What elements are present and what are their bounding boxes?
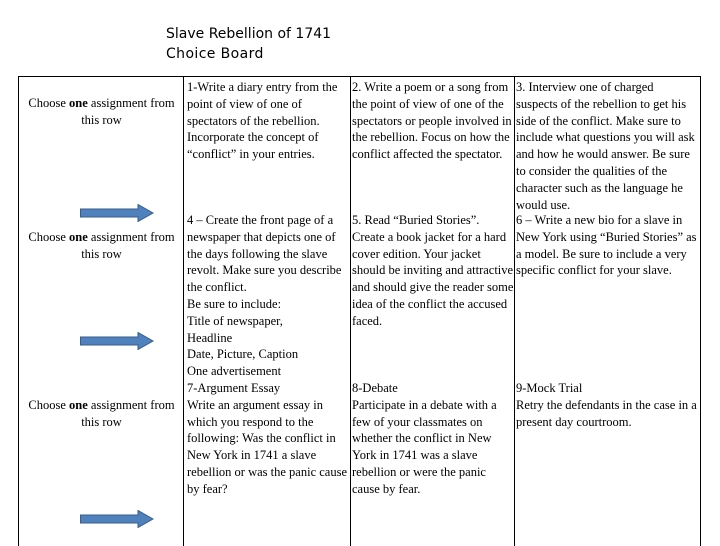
- choice-board: [18, 76, 701, 546]
- board-border-left: [18, 76, 19, 546]
- board-border-right: [700, 76, 701, 546]
- arrow-right-icon: [80, 510, 154, 528]
- arrow-right-icon: [80, 204, 154, 222]
- board-border-top: [18, 76, 701, 77]
- assignment-cell-9: 9-Mock Trial Retry the defendants in the case in a present day courtroom.: [516, 381, 697, 429]
- column-divider: [183, 76, 184, 546]
- assignment-cell-7: 7-Argument Essay Write an argument essay in which you respond to the following: Was the conflict in New York in 1741 a slave rebellion or was the panic cause by fear?: [187, 381, 348, 496]
- assignment-cell-8: 8-Debate Participate in a debate with a few of your classmates on whether the conflict in New York in 1741 was a slave rebellion or were the panic cause by fear.: [352, 381, 497, 496]
- row-label: Choose one assignment from this row: [28, 96, 175, 127]
- assignment-cell-6: 6 – Write a new bio for a slave in New York using “Buried Stories” as a model. Be sure to include a very specific conflict for your slave.: [516, 213, 697, 278]
- assignment-cell-1: 1-Write a diary entry from the point of view of one of spectators of the rebellion. Incorporate the concept of “conflict” in your entries.: [187, 80, 338, 162]
- page-subtitle: Choice Board: [166, 46, 264, 62]
- column-divider: [350, 76, 351, 546]
- title-block: [166, 24, 331, 64]
- assignment-cell-2: 2. Write a poem or a song from the point of view of one of the spectators or people involved in the rebellion. Focus on how the conflict affected the spectator.: [352, 80, 512, 162]
- assignment-cell-5: 5. Read “Buried Stories”. Create a book jacket for a hard cover edition. Your jacket should be inviting and attractive and should give the reader some idea of the conflict the accused faced.: [352, 213, 514, 328]
- arrow-right-icon: [80, 332, 154, 350]
- assignment-cell-3: 3. Interview one of charged suspects of the rebellion to get his side of the conflict. Make sure to include what questions you will ask and how he would answer. Be sure to consider the qualities of the character such as the language he would use.: [516, 80, 695, 212]
- page-title: Slave Rebellion of 1741: [166, 26, 332, 42]
- column-divider: [514, 76, 515, 546]
- assignment-cell-4: 4 – Create the front page of a newspaper that depicts one of the days following the slave revolt. Make sure you describe the conflict. Be sure to include: Title of newspaper, Headline Date, Picture, Caption One advertisement: [187, 213, 342, 379]
- row-label: Choose one assignment from this row: [28, 230, 175, 261]
- row-label: Choose one assignment from this row: [28, 398, 175, 429]
